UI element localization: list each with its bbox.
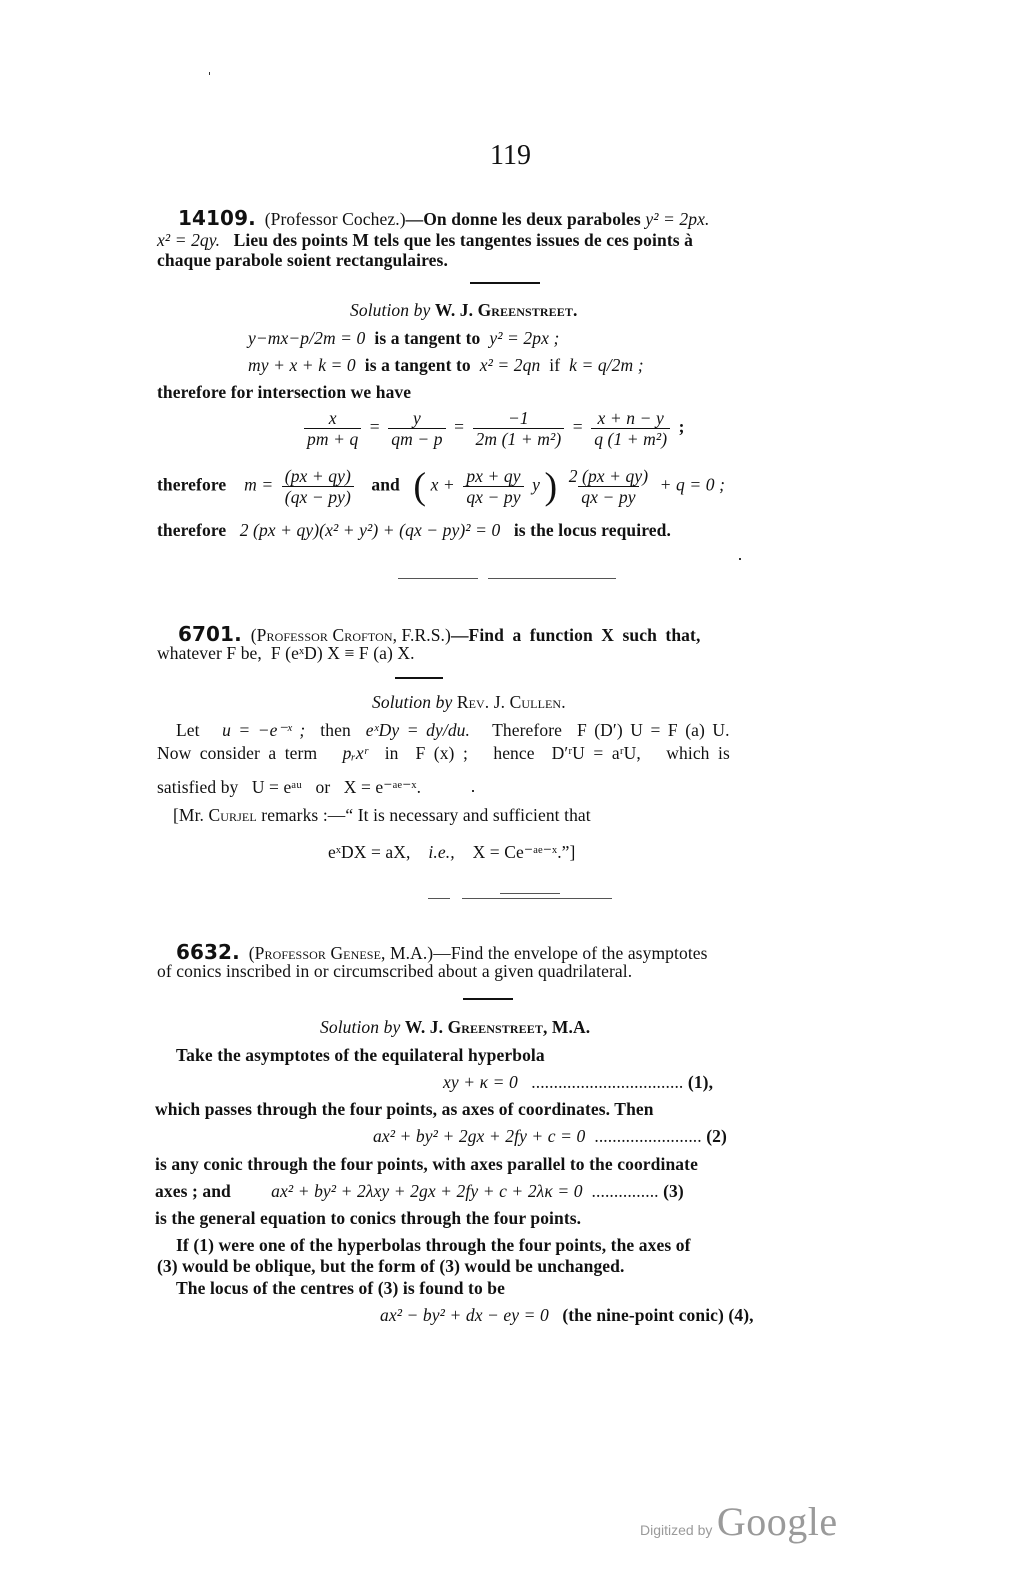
math-expression: m = (244, 474, 274, 495)
math-expression: my + x + k = 0 (248, 355, 356, 375)
equation-fractions (300, 408, 685, 449)
problem-question: —Find a function X such that, (450, 625, 701, 645)
numerator: y (412, 408, 421, 428)
math-expression: eˣDy = dy/du. (365, 720, 470, 740)
math-expression: 2 (px + qy)(x² + y²) + (qx − py)² = 0 (239, 520, 501, 540)
denominator: (qx − py) (282, 486, 354, 507)
text: is the locus required. (513, 520, 671, 540)
text: or (315, 777, 331, 797)
numerator: −1 (508, 408, 529, 428)
fraction (282, 466, 354, 507)
equals: = (454, 416, 465, 437)
separator-ornament (398, 578, 478, 579)
denominator: qm − p (388, 428, 445, 449)
text: then (320, 720, 351, 740)
problem-proposer: (Professor Cochez.) (264, 209, 406, 229)
equation-m (157, 466, 725, 507)
separator-ornament (488, 578, 616, 579)
solver-name: Rev. J. Cullen. (456, 692, 566, 712)
problem-header (178, 206, 709, 230)
text: (the nine-point conic) (4), (562, 1305, 754, 1325)
text: is a tangent to (364, 355, 471, 375)
solution-byline (372, 692, 566, 713)
problem-number: 6632. (176, 940, 240, 964)
page-number: 119 (490, 140, 531, 171)
text: if (549, 355, 561, 375)
math-expression: X = e⁻ᵃᵉ⁻ˣ. (343, 777, 422, 797)
fraction (388, 408, 445, 449)
question-text: chaque parabole soient rectangulaires. (157, 250, 448, 270)
solution-byline (350, 300, 577, 321)
text: therefore (157, 474, 227, 495)
math-expression: xy + κ = 0 (443, 1072, 518, 1092)
math-expression: y (532, 474, 540, 495)
solution-line: is any conic through the four points, with axes parallel to the coordinate (155, 1154, 698, 1174)
text: satisfied by (157, 777, 239, 797)
paren: ) (544, 465, 558, 508)
fraction (566, 466, 651, 507)
math-expression: x² = 2qn (479, 355, 541, 375)
print-speck (472, 790, 474, 792)
math-expression: F (x) ; (415, 743, 468, 763)
section-rule (470, 282, 540, 284)
separator-ornament (500, 893, 560, 894)
math-expression: x² = 2qy. (157, 230, 221, 250)
math-expression: y² = 2px. (645, 209, 710, 229)
paren: ( (413, 465, 427, 508)
print-speck (739, 558, 741, 560)
math-expression: ax² + by² + 2gx + 2fy + c = 0 (373, 1126, 586, 1146)
text: which is (666, 743, 730, 763)
numerator: px + qy (466, 466, 521, 486)
fraction (304, 408, 361, 449)
remark-equation (328, 842, 575, 863)
math-expression: k = q/2m ; (569, 355, 644, 375)
text: remarks :—“ It is necessary and sufficient that (261, 805, 591, 825)
math-expression: u = −e⁻ˣ ; (222, 720, 306, 740)
solution-line: is the general equation to conics through the four points. (155, 1208, 582, 1228)
equation-number: (3) (663, 1181, 684, 1201)
solver-name: W. J. Greenstreet, M.A. (404, 1017, 591, 1037)
denominator: 2m (1 + m²) (473, 428, 565, 449)
solution-label: Solution by (320, 1017, 401, 1037)
math-expression: + q = 0 ; (659, 474, 726, 495)
solution-line (176, 720, 730, 741)
text: Now consider a term (157, 743, 318, 763)
section-rule (395, 677, 443, 679)
solution-line: The locus of the centres of (3) is found to be (176, 1278, 505, 1298)
separator-ornament (428, 898, 450, 899)
solution-line: If (1) were one of the hyperbolas through the four points, the axes of (176, 1235, 691, 1255)
equation-3-line (155, 1181, 684, 1202)
text: [Mr. (173, 805, 205, 825)
math-expression: ax² − by² + dx − ey = 0 (380, 1305, 549, 1325)
question-text: of conics inscribed in or circumscribed about a given quadrilateral. (157, 961, 633, 981)
text: hence (493, 743, 535, 763)
equation-4 (380, 1305, 754, 1326)
math-expression: pᵣxʳ (342, 743, 368, 763)
problem-question-line (157, 643, 415, 664)
equals: = (572, 416, 583, 437)
denominator: pm + q (304, 428, 361, 449)
locus-line (157, 520, 671, 541)
leader-dots: ........................ (594, 1126, 702, 1146)
fraction (463, 466, 523, 507)
math-expression: D′ʳU = aʳU, (551, 743, 641, 763)
equals: = (369, 416, 380, 437)
solution-line (248, 328, 559, 349)
section-rule (463, 998, 513, 1000)
text: axes ; and (155, 1181, 231, 1201)
fraction (591, 408, 670, 449)
numerator: x (328, 408, 337, 428)
semicolon: ; (678, 416, 685, 437)
question-text: whatever F be, (157, 643, 262, 663)
problem-question-line (157, 230, 693, 251)
denominator: q (1 + m²) (591, 428, 670, 449)
google-logo: Google (716, 1499, 838, 1544)
equation-number: (2) (706, 1126, 727, 1146)
problem-proposer: (Professor Crofton, F.R.S.) (250, 625, 451, 645)
denominator: qx − py (463, 486, 523, 507)
text: i.e., (428, 842, 455, 862)
math-expression: X = Ce⁻ᵃᵉ⁻ˣ.”] (472, 842, 576, 862)
text: Let (176, 720, 200, 740)
solution-line (248, 355, 644, 376)
denominator: qx − py (578, 486, 638, 507)
math-expression: F (eˣD) X ≡ F (a) X. (270, 643, 415, 663)
math-expression: y² = 2px ; (489, 328, 560, 348)
solution-byline (320, 1017, 590, 1038)
problem-question: —On donne les deux paraboles (405, 209, 641, 229)
text: in (384, 743, 399, 763)
remarker-name: Curjel (208, 805, 257, 825)
solution-line: which passes through the four points, as axes of coordinates. Then (155, 1099, 654, 1119)
solution-line (157, 743, 730, 764)
fraction (473, 408, 565, 449)
solution-line: Take the asymptotes of the equilateral hyperbola (176, 1045, 545, 1065)
solution-label: Solution by (372, 692, 453, 712)
problem-question: —Find the envelope of the asymptotes (433, 943, 708, 963)
math-expression: eˣDX = aX, (328, 842, 411, 862)
text: is a tangent to (374, 328, 481, 348)
math-expression: ax² + by² + 2λxy + 2gx + 2fy + c + 2λκ = 0 (271, 1181, 583, 1201)
text: and (371, 474, 400, 495)
text: Therefore (492, 720, 562, 740)
solver-name: W. J. Greenstreet. (434, 300, 578, 320)
problem-number: 14109. (178, 206, 256, 230)
separator-ornament (462, 898, 612, 899)
solution-line: therefore for intersection we have (157, 382, 412, 402)
question-text: Lieu des points M tels que les tangentes issues de ces points à (233, 230, 693, 250)
math-expression: y−mx−p/2m = 0 (248, 328, 366, 348)
equation-1 (443, 1072, 713, 1093)
solution-line (157, 777, 421, 798)
leader-dots: .................................. (531, 1072, 684, 1092)
math-expression: x + (430, 474, 455, 495)
math-expression: F (D′) U = F (a) U. (576, 720, 730, 740)
solution-line: (3) would be oblique, but the form of (3) would be unchanged. (157, 1256, 625, 1276)
remark-line (173, 805, 591, 826)
numerator: 2 (px + qy) (568, 466, 649, 486)
math-expression: U = eᵃᵘ (251, 777, 303, 797)
watermark-text: Digitized by (640, 1522, 713, 1538)
print-speck (209, 72, 210, 75)
numerator: (px + qy) (284, 466, 351, 486)
equation-2 (373, 1126, 727, 1147)
numerator: x + n − y (597, 408, 664, 428)
solution-label: Solution by (350, 300, 431, 320)
equation-number: (1), (687, 1072, 714, 1092)
leader-dots: ............... (591, 1181, 659, 1201)
problem-number: 6701. (178, 622, 242, 646)
text: therefore (157, 520, 227, 540)
digitized-by-google-watermark (640, 1498, 838, 1545)
problem-proposer: (Professor Genese, M.A.) (248, 943, 434, 963)
